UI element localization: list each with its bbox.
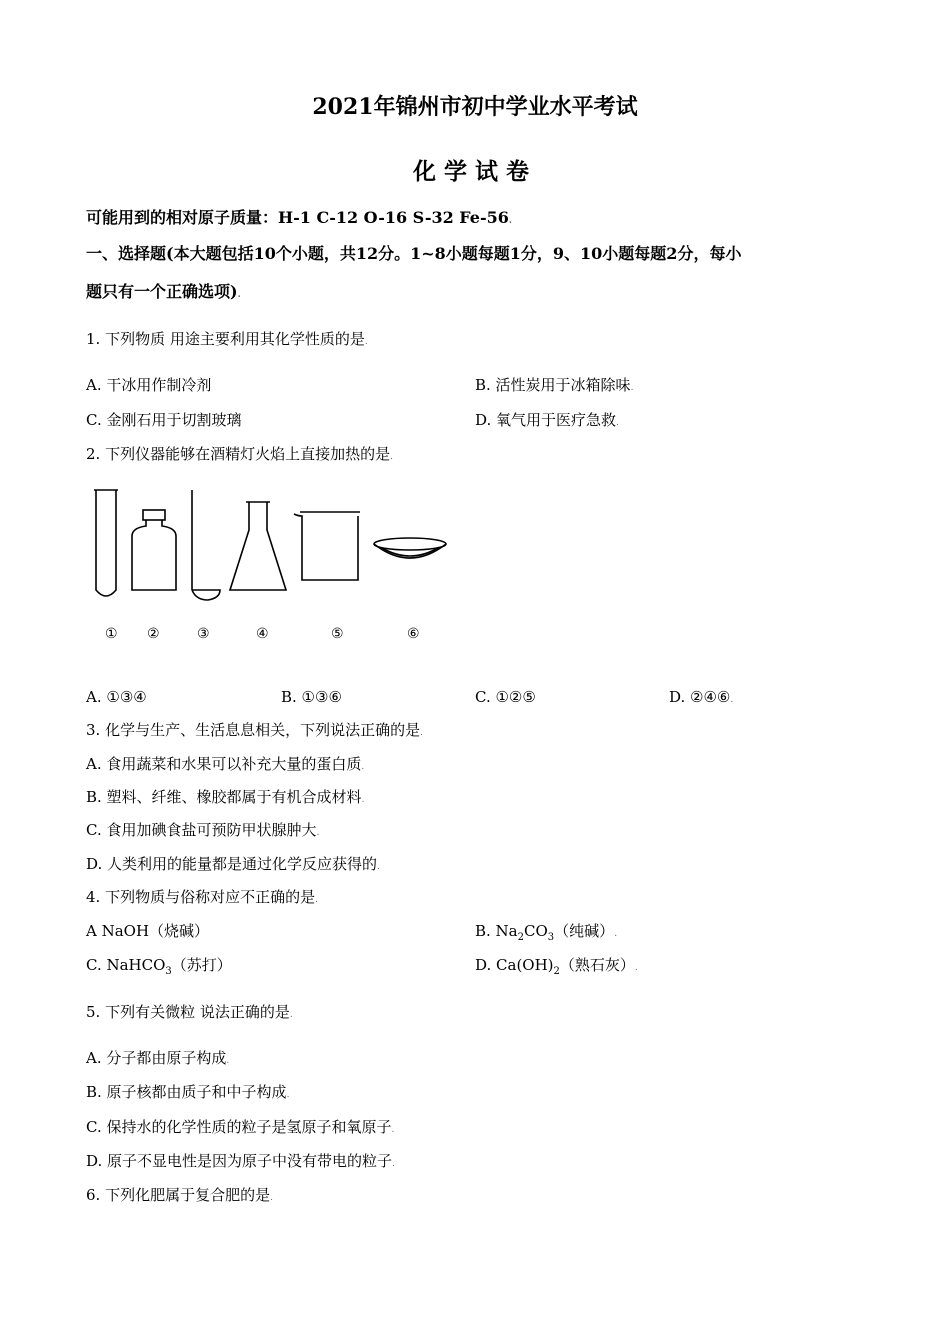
question-5-option-b: B. 原子核都由质子和中子构成. [86, 1083, 290, 1101]
apparatus-label-4: ④ [256, 626, 269, 642]
question-5-option-d: D. 原子不显电性是因为原子中没有带电的粒子. [86, 1152, 395, 1170]
question-3-stem: 3. 化学与生产、生活息息相关，下列说法正确的是. [86, 721, 423, 739]
conical-flask-icon [230, 502, 286, 590]
apparatus-label-1: ① [105, 626, 118, 642]
apparatus-label-3: ③ [197, 626, 210, 642]
question-4-option-a: A NaOH（烧碱） [86, 922, 210, 940]
apparatus-label-2: ② [147, 626, 160, 642]
question-1-option-b: B. 活性炭用于冰箱除味. [475, 376, 634, 394]
test-tube-icon [94, 490, 118, 596]
question-4-option-d: D. $Ca(OH)_2$（熟石灰）. [475, 956, 638, 977]
exam-title: 2021年锦州市初中学业水平考试 [312, 94, 638, 120]
apparatus-label-6: ⑥ [407, 626, 420, 642]
exam-subtitle: 化学试卷 [413, 158, 537, 185]
question-5-option-a: A. 分子都由原子构成. [86, 1049, 230, 1067]
question-2-option-d: D. ②④⑥. [669, 688, 734, 706]
section-heading-line2: 题只有一个正确选项). [86, 282, 241, 301]
question-1-option-c: C. 金刚石用于切割玻璃 [86, 411, 242, 429]
question-2-option-a: A. ①③④ [86, 688, 147, 706]
atomic-mass-line: 可能用到的相对原子质量：H-1 C-12 O-16 S-32 Fe-56. [86, 208, 513, 227]
evaporating-dish-icon [374, 538, 446, 558]
question-5-stem: 5. 下列有关微粒 说法正确的是. [86, 1003, 293, 1021]
question-3-option-b: B. 塑料、纤维、橡胶都属于有机合成材料. [86, 788, 365, 806]
question-2-option-c: C. ①②⑤ [475, 688, 536, 706]
reagent-bottle-icon [132, 510, 176, 590]
question-3-option-c: C. 食用加碘食盐可预防甲状腺肿大. [86, 821, 320, 839]
section-heading-line1: 一、选择题(本大题包括10个小题，共12分。1~8小题每题1分，9、10小题每题2分，每小 [86, 244, 742, 263]
question-3-option-d: D. 人类利用的能量都是通过化学反应获得的. [86, 855, 380, 873]
question-2-option-b: B. ①③⑥ [281, 688, 342, 706]
apparatus-label-5: ⑤ [331, 626, 344, 642]
question-6-stem: 6. 下列化肥属于复合肥的是. [86, 1186, 273, 1204]
question-2-stem: 2. 下列仪器能够在酒精灯火焰上直接加热的是. [86, 445, 393, 463]
beaker-icon [294, 512, 360, 580]
combustion-spoon-icon [192, 490, 220, 600]
apparatus-figure [86, 486, 466, 606]
question-4-stem: 4. 下列物质与俗称对应不正确的是. [86, 888, 318, 906]
question-1-stem: 1. 下列物质 用途主要利用其化学性质的是. [86, 330, 368, 348]
question-3-option-a: A. 食用蔬菜和水果可以补充大量的蛋白质. [86, 755, 365, 773]
question-1-option-d: D. 氧气用于医疗急救. [475, 411, 619, 429]
question-5-option-c: C. 保持水的化学性质的粒子是氢原子和氧原子. [86, 1118, 395, 1136]
question-1-option-a: A. 干冰用作制冷剂 [86, 376, 212, 394]
question-4-option-b: B. $Na_2CO_3$（纯碱）. [475, 922, 618, 943]
question-4-option-c: C. NaHCO$_3$（苏打） [86, 956, 232, 977]
